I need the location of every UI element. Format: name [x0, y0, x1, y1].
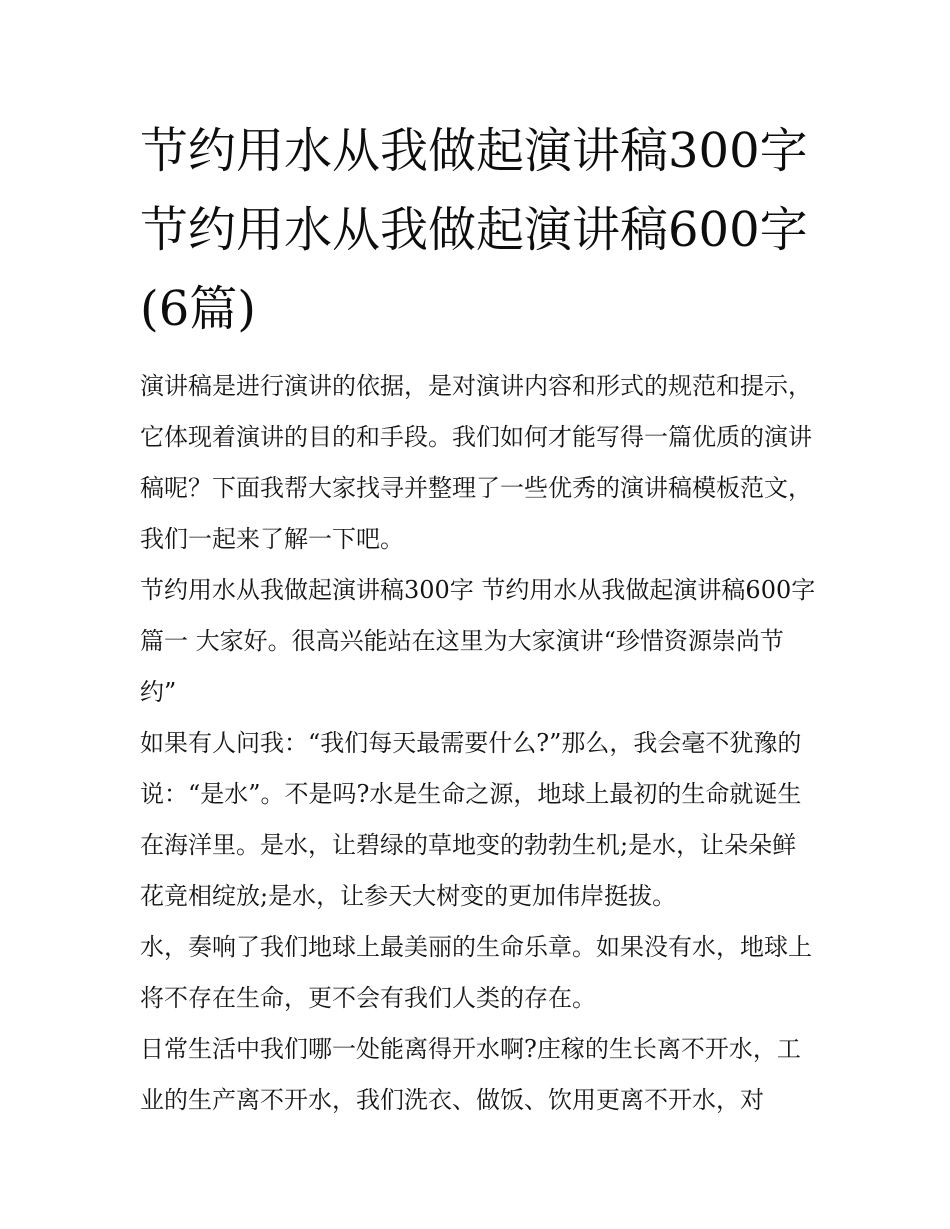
paragraph-water-question: 如果有人问我：“我们每天最需要什么?”那么，我会毫不犹豫的说：“是水”。不是吗?水是生命之源，地球上最初的生命就诞生在海洋里。是水，让碧绿的草地变的勃勃生机;是水，让朵朵鲜花竟相绽放;是水，让参天大树变的更加伟岸挺拔。 [140, 729, 802, 910]
paragraph-daily-life: 日常生活中我们哪一处能离得开水啊?庄稼的生长离不开水，工业的生产离不开水，我们洗衣、做饭、饮用更离不开水，对 [140, 1035, 801, 1114]
paragraph-intro: 演讲稿是进行演讲的依据，是对演讲内容和形式的规范和提示，它体现着演讲的目的和手段。我们如何才能写得一篇优质的演讲稿呢？下面我帮大家找寻并整理了一些优秀的演讲稿模板范文，我们一起来了解一下吧。 [140, 372, 812, 553]
document-content [140, 112, 820, 1126]
paragraph-life-chapter: 水，奏响了我们地球上最美丽的生命乐章。如果没有水，地球上将不存在生命，更不会有我们人类的存在。 [140, 933, 812, 1012]
paragraph-heading-one: 节约用水从我做起演讲稿300字 节约用水从我做起演讲稿600字篇一 大家好。很高兴能站在这里为大家演讲“珍惜资源崇尚节约” [140, 576, 816, 706]
document-body [140, 361, 820, 1126]
document-title: 节约用水从我做起演讲稿300字 节约用水从我做起演讲稿600字(6篇) [140, 123, 808, 337]
